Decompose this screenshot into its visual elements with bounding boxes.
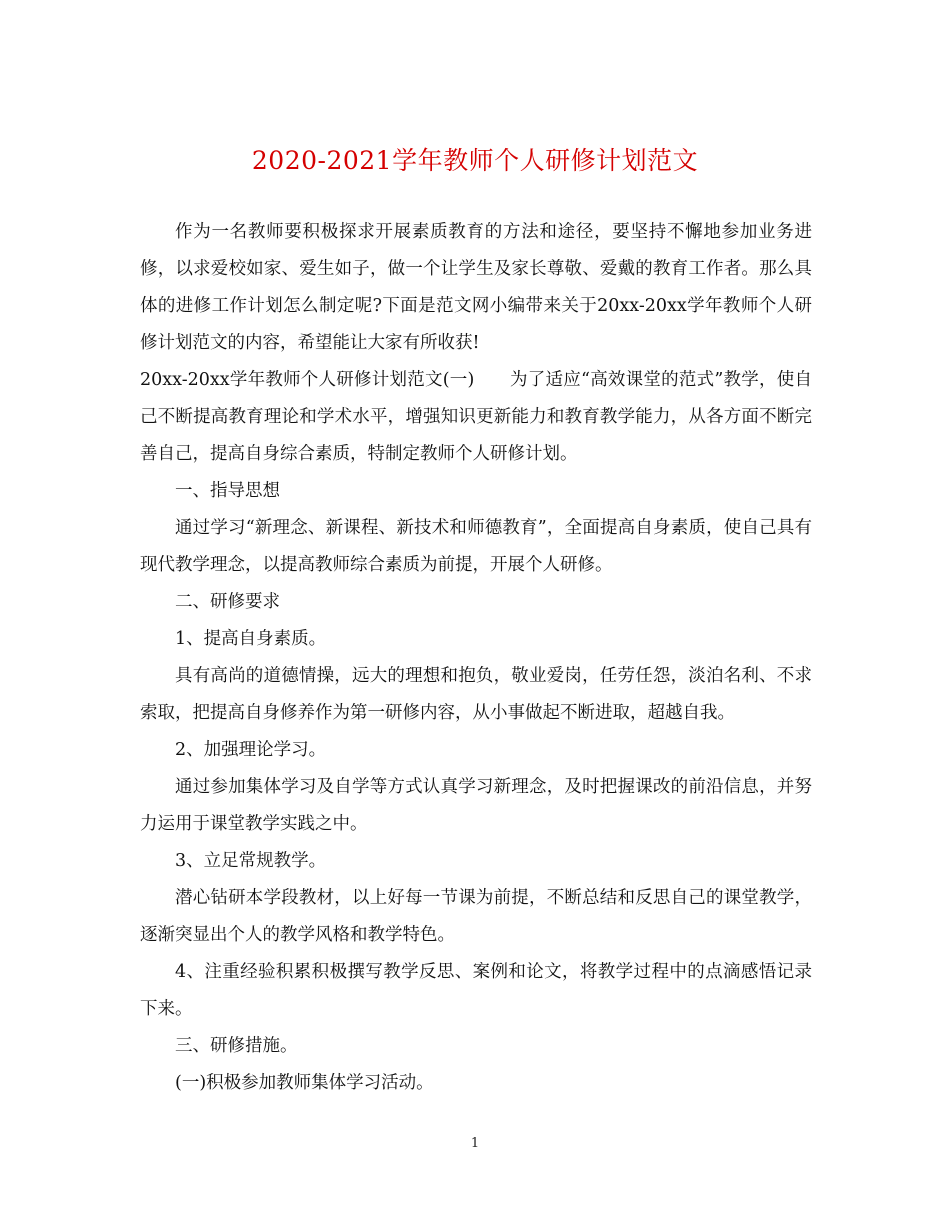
document-title: 2020-2021学年教师个人研修计划范文 bbox=[251, 146, 699, 175]
document-body bbox=[140, 214, 812, 1102]
plan-intro-paragraph: 20xx-20xx学年教师个人研修计划范文(一) 为了适应“高效课堂的范式”教学，使自己不断提高教育理论和学术水平，增强知识更新能力和教育教学能力，从各方面不断完善自己，提高自身综合素质，特制定教师个人研修计划。 bbox=[140, 370, 812, 464]
measure-1-heading: (一)积极参加教师集体学习活动。 bbox=[175, 1073, 434, 1093]
requirement-1-heading: 1、提高自身素质。 bbox=[175, 629, 327, 649]
requirement-2-paragraph: 通过参加集体学习及自学等方式认真学习新理念，及时把握课改的前沿信息，并努力运用于课堂教学实践之中。 bbox=[140, 777, 812, 834]
requirement-3-paragraph: 潜心钻研本学段教材，以上好每一节课为前提，不断总结和反思自己的课堂教学，逐渐突显出个人的教学风格和教学特色。 bbox=[140, 888, 812, 945]
page-number: 1 bbox=[470, 1136, 480, 1151]
guiding-thought-paragraph: 通过学习“新理念、新课程、新技术和师德教育”，全面提高自身素质，使自己具有现代教学理念，以提高教师综合素质为前提，开展个人研修。 bbox=[140, 518, 812, 575]
section-heading-requirements: 二、研修要求 bbox=[175, 592, 280, 612]
requirement-3-heading: 3、立足常规教学。 bbox=[175, 851, 327, 871]
requirement-2-heading: 2、加强理论学习。 bbox=[175, 740, 327, 760]
section-heading-guiding-thought: 一、指导思想 bbox=[175, 481, 280, 501]
requirement-4-paragraph: 4、注重经验积累积极撰写教学反思、案例和论文，将教学过程中的点滴感悟记录下来。 bbox=[140, 962, 812, 1019]
requirement-1-paragraph: 具有高尚的道德情操，远大的理想和抱负，敬业爱岗，任劳任怨，淡泊名利、不求索取，把提高自身修养作为第一研修内容，从小事做起不断进取，超越自我。 bbox=[140, 666, 812, 723]
intro-paragraph: 作为一名教师要积极探求开展素质教育的方法和途径，要坚持不懈地参加业务进修，以求爱校如家、爱生如子，做一个让学生及家长尊敬、爱戴的教育工作者。那么具体的进修工作计划怎么制定呢?下面是范文网小编带来关于20xx-20xx学年教师个人研修计划范文的内容，希望能让大家有所收获! bbox=[140, 222, 812, 353]
section-heading-measures: 三、研修措施。 bbox=[175, 1036, 298, 1056]
